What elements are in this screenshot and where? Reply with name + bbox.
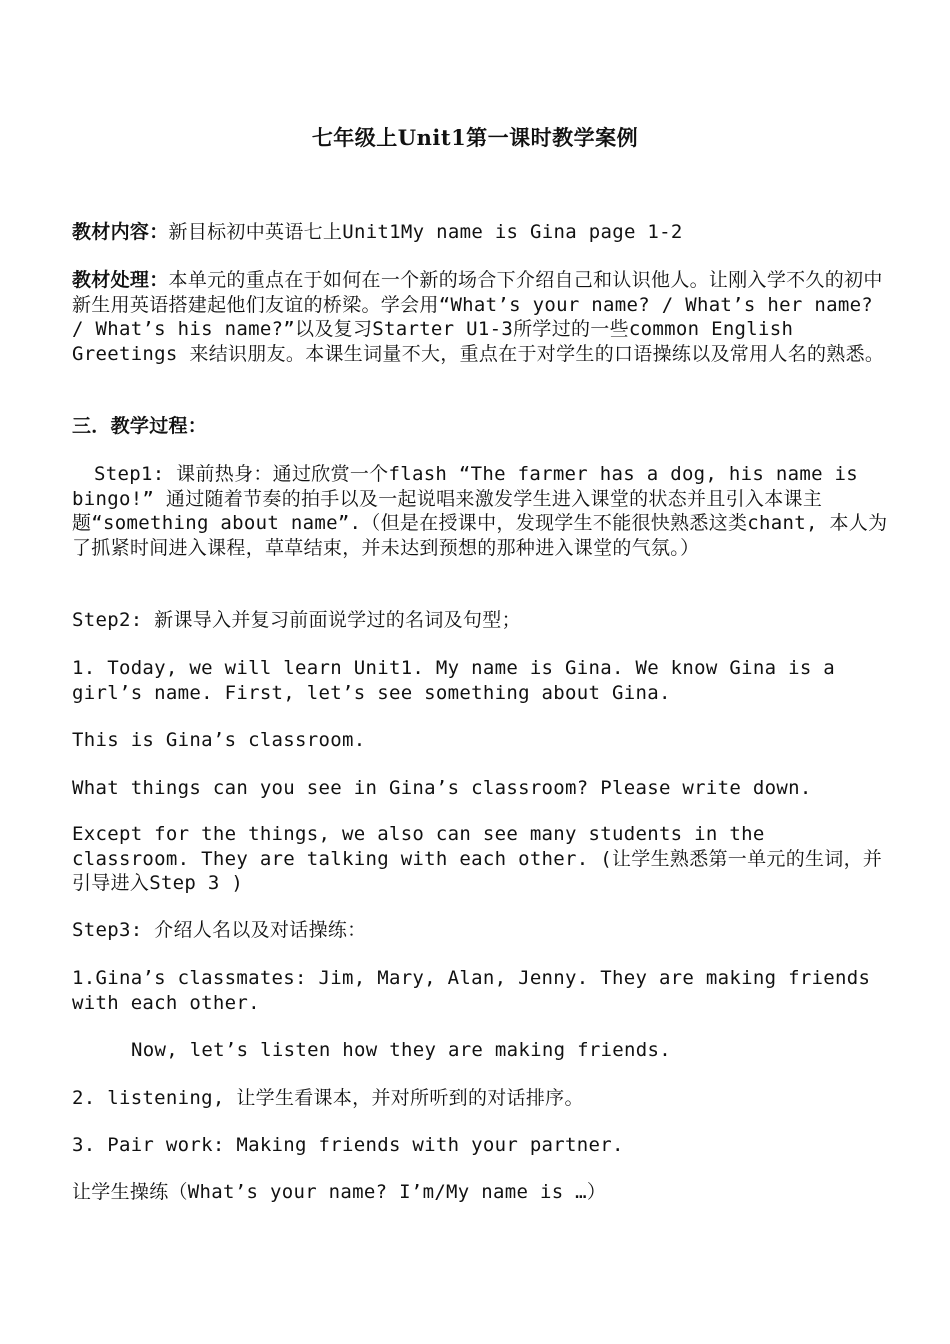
paragraph-listening: 2. listening, 让学生看课本，并对所听到的对话排序。	[72, 1087, 584, 1109]
section-heading-teaching-process: 三．教学过程：	[72, 415, 208, 437]
paragraph-today: 1. Today, we will learn Unit1. My name is Gina. We know Gina is a girl’s name. First, let’s see something about Gina.	[72, 657, 836, 704]
paragraph-things: What things can you see in Gina’s classroom? Please write down.	[72, 777, 812, 799]
step3-heading: Step3: 介绍人名以及对话操练：	[72, 919, 367, 941]
step1-paragraph: Step1: 课前热身：通过欣赏一个flash “The farmer has a dog, his name is bingo!” 通过随着节奏的拍手以及一起说唱来激发学生进入课堂的状态并且引入本课主题“something about name”.（但是在授课中，发现学生不能很快熟悉这类chant, 本人为了抓紧时间进入课程，草草结束，并未达到预想的那种进入课堂的气氛。）	[72, 463, 888, 559]
content-text: 新目标初中英语七上Unit1My name is Gina page 1-2	[168, 221, 683, 243]
analysis-label: 教材处理：	[72, 269, 169, 291]
document-title: 七年级上Unit1第一课时教学案例	[311, 125, 639, 150]
content-paragraph	[72, 220, 892, 245]
paragraph-classmates: 1.Gina’s classmates: Jim, Mary, Alan, Jenny. They are making friends with each other.	[72, 967, 871, 1014]
paragraph-except: Except for the things, we also can see many students in the classroom. They are talking with each other. (让学生熟悉第一单元的生词，并引导进入Step 3 )	[72, 823, 883, 894]
paragraph-listen: Now, let’s listen how they are making friends.	[131, 1039, 671, 1061]
paragraph-pair-work: 3. Pair work: Making friends with your partner.	[72, 1134, 624, 1156]
paragraph-practice: 让学生操练（What’s your name? I’m/My name is …）	[72, 1181, 607, 1203]
analysis-paragraph	[72, 268, 892, 366]
step2-heading: Step2: 新课导入并复习前面说学过的名词及句型；	[72, 609, 521, 631]
analysis-text: 本单元的重点在于如何在一个新的场合下介绍自己和认识他人。让刚入学不久的初中新生用英语搭建起他们友谊的桥梁。学会用“What’s your name? / What’s her name? / What’s his name?”以及复习Starter U1-3所学过的一些common English Greetings 来结识朋友。本课生词量不大，重点在于对学生的口语操练以及常用人名的熟悉。	[72, 269, 885, 365]
paragraph-classroom: This is Gina’s classroom.	[72, 729, 366, 751]
content-label: 教材内容：	[72, 221, 169, 243]
